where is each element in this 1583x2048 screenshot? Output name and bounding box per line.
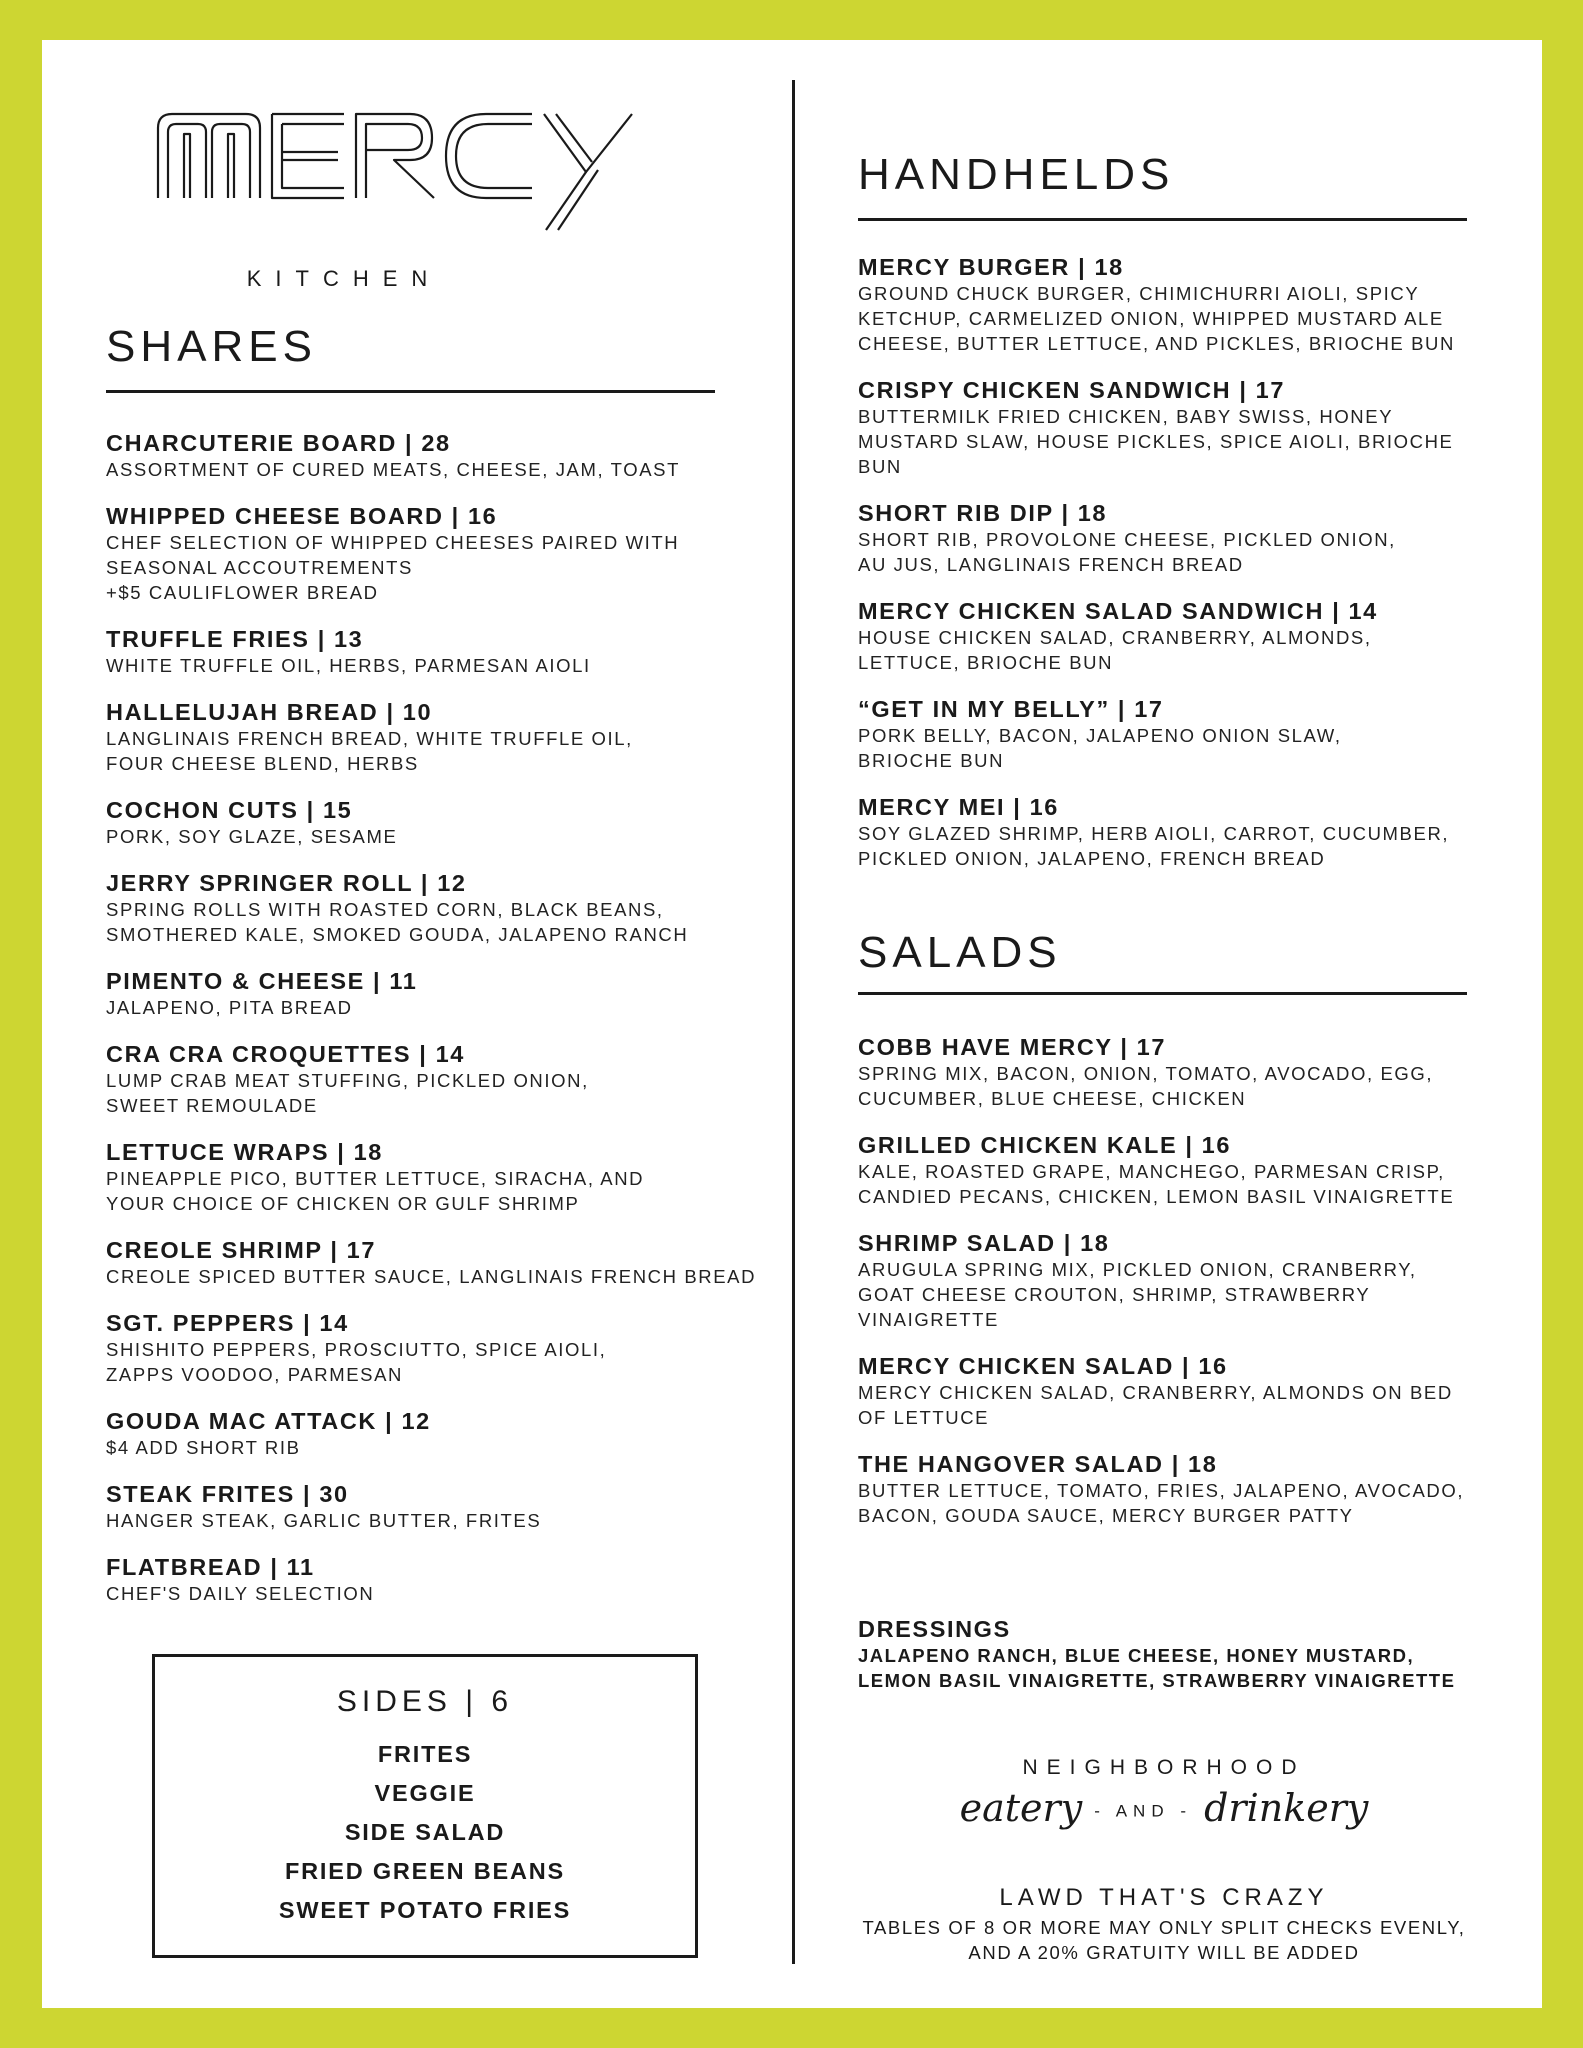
side-item: FRIED GREEN BEANS [285, 1858, 565, 1884]
menu-item-description: SHISHITO PEPPERS, PROSCIUTTO, SPICE AIOLI, ZAPPS VOODOO, PARMESAN [106, 1339, 607, 1385]
tagline-drinkery: drinkery [1204, 1786, 1369, 1830]
side-item: FRITES [377, 1741, 473, 1767]
menu-item [106, 968, 786, 1020]
menu-item [858, 1132, 1518, 1209]
menu-item-name: THE HANGOVER SALAD | 18 [858, 1451, 1218, 1477]
menu-item-description: LANGLINAIS FRENCH BREAD, WHITE TRUFFLE OIL, FOUR CHEESE BLEND, HERBS [106, 728, 633, 774]
salads-rule [858, 992, 1467, 995]
menu-item-description: SPRING MIX, BACON, ONION, TOMATO, AVOCADO, EGG, CUCUMBER, BLUE CHEESE, CHICKEN [858, 1063, 1434, 1109]
menu-item-name: JERRY SPRINGER ROLL | 12 [106, 870, 467, 896]
menu-item-description: CHEF SELECTION OF WHIPPED CHEESES PAIRED WITH SEASONAL ACCOUTREMENTS +$5 CAULIFLOWER BREAD [106, 532, 680, 603]
menu-item [106, 1554, 786, 1606]
menu-item-description: SPRING ROLLS WITH ROASTED CORN, BLACK BEANS, SMOTHERED KALE, SMOKED GOUDA, JALAPENO RANCH [106, 899, 689, 945]
menu-item [106, 626, 786, 678]
menu-item-description: PORK, SOY GLAZE, SESAME [106, 826, 398, 847]
salads-heading: SALADS [858, 928, 1062, 977]
side-item: SIDE SALAD [344, 1819, 506, 1845]
menu-item-name: MERCY MEI | 16 [858, 794, 1059, 820]
menu-item [858, 1034, 1518, 1111]
menu-item-name: MERCY BURGER | 18 [858, 254, 1124, 280]
sides-heading: SIDES | 6 [336, 1685, 514, 1718]
shares-list [106, 430, 786, 1627]
menu-item [106, 503, 786, 605]
menu-item-name: GRILLED CHICKEN KALE | 16 [858, 1132, 1231, 1158]
menu-item-description: KALE, ROASTED GRAPE, MANCHEGO, PARMESAN CRISP, CANDIED PECANS, CHICKEN, LEMON BASIL VINAIGRETTE [858, 1161, 1455, 1207]
menu-item-description: SOY GLAZED SHRIMP, HERB AIOLI, CARROT, CUCUMBER, PICKLED ONION, JALAPENO, FRENCH BREAD [858, 823, 1450, 869]
menu-item-name: WHIPPED CHEESE BOARD | 16 [106, 503, 498, 529]
menu-item [858, 500, 1518, 577]
handhelds-heading: HANDHELDS [858, 150, 1175, 199]
menu-item-name: SGT. PEPPERS | 14 [106, 1310, 349, 1336]
menu-item-description: WHITE TRUFFLE OIL, HERBS, PARMESAN AIOLI [106, 655, 591, 676]
menu-item [858, 598, 1518, 675]
menu-item [106, 1481, 786, 1533]
menu-item-name: SHRIMP SALAD | 18 [858, 1230, 1110, 1256]
menu-item [106, 870, 786, 947]
menu-item-description: CHEF'S DAILY SELECTION [106, 1583, 375, 1604]
tagline-and: - AND - [1094, 1801, 1192, 1821]
menu-item [106, 1041, 786, 1118]
menu-item-description: SHORT RIB, PROVOLONE CHEESE, PICKLED ONION, AU JUS, LANGLINAIS FRENCH BREAD [858, 529, 1396, 575]
gratuity-policy: TABLES OF 8 OR MORE MAY ONLY SPLIT CHECKS EVENLY, AND A 20% GRATUITY WILL BE ADDED [862, 1917, 1466, 1963]
handhelds-list [858, 254, 1518, 892]
menu-item-name: CHARCUTERIE BOARD | 28 [106, 430, 451, 456]
menu-item-name: MERCY CHICKEN SALAD | 16 [858, 1353, 1228, 1379]
menu-item [106, 430, 786, 482]
menu-item-description: HOUSE CHICKEN SALAD, CRANBERRY, ALMONDS, LETTUCE, BRIOCHE BUN [858, 627, 1372, 673]
shares-heading: SHARES [106, 322, 317, 371]
menu-item-name: LETTUCE WRAPS | 18 [106, 1139, 383, 1165]
menu-item-description: MERCY CHICKEN SALAD, CRANBERRY, ALMONDS ON BED OF LETTUCE [858, 1382, 1453, 1428]
dressings-list: JALAPENO RANCH, BLUE CHEESE, HONEY MUSTARD, LEMON BASIL VINAIGRETTE, STRAWBERRY VINAIGRETTE [858, 1645, 1456, 1691]
side-item: VEGGIE [374, 1780, 476, 1806]
menu-item [106, 1237, 786, 1289]
menu-item-name: CREOLE SHRIMP | 17 [106, 1237, 376, 1263]
dressings-block [858, 1616, 1455, 1693]
dressings-heading: DRESSINGS [858, 1616, 1011, 1642]
menu-item [858, 254, 1518, 356]
menu-item-description: PORK BELLY, BACON, JALAPENO ONION SLAW, BRIOCHE BUN [858, 725, 1342, 771]
footer-title: LAWD THAT'S CRAZY [999, 1884, 1329, 1911]
menu-item-name: “GET IN MY BELLY” | 17 [858, 696, 1164, 722]
menu-item-name: CRA CRA CROQUETTES | 14 [106, 1041, 465, 1067]
mercy-logo-mark [154, 106, 654, 256]
menu-item-description: BUTTER LETTUCE, TOMATO, FRIES, JALAPENO, AVOCADO, BACON, GOUDA SAUCE, MERCY BURGER PATTY [858, 1480, 1465, 1526]
menu-item-description: CREOLE SPICED BUTTER SAUCE, LANGLINAIS FRENCH BREAD [106, 1266, 757, 1287]
handhelds-rule [858, 218, 1467, 221]
menu-item [858, 1353, 1518, 1430]
menu-item [858, 377, 1518, 479]
menu-item [106, 797, 786, 849]
menu-item-description: BUTTERMILK FRIED CHICKEN, BABY SWISS, HONEY MUSTARD SLAW, HOUSE PICKLES, SPICE AIOLI, BRIOCHE BUN [858, 406, 1454, 477]
menu-item-description: LUMP CRAB MEAT STUFFING, PICKLED ONION, SWEET REMOULADE [106, 1070, 589, 1116]
column-divider [792, 80, 795, 1964]
menu-item [106, 1310, 786, 1387]
menu-item [858, 1230, 1518, 1332]
menu-item-name: STEAK FRITES | 30 [106, 1481, 349, 1507]
menu-item [858, 696, 1518, 773]
menu-sheet [42, 40, 1542, 2008]
menu-item-name: COBB HAVE MERCY | 17 [858, 1034, 1167, 1060]
menu-item [106, 1139, 786, 1216]
sides-list [155, 1735, 695, 1930]
menu-item [858, 1451, 1518, 1528]
menu-item [858, 794, 1518, 871]
menu-item-name: HALLELUJAH BREAD | 10 [106, 699, 433, 725]
menu-item [106, 1408, 786, 1460]
mercy-logo [154, 106, 674, 306]
menu-item-description: $4 ADD SHORT RIB [106, 1437, 301, 1458]
menu-item-description: HANGER STEAK, GARLIC BUTTER, FRITES [106, 1510, 542, 1531]
sides-box [152, 1654, 698, 1958]
menu-item-description: ARUGULA SPRING MIX, PICKLED ONION, CRANBERRY, GOAT CHEESE CROUTON, SHRIMP, STRAWBERRY VINAIGRETTE [858, 1259, 1417, 1330]
menu-item-description: JALAPENO, PITA BREAD [106, 997, 353, 1018]
menu-item-description: ASSORTMENT OF CURED MEATS, CHEESE, JAM, TOAST [106, 459, 680, 480]
menu-item-name: COCHON CUTS | 15 [106, 797, 353, 823]
menu-item-name: CRISPY CHICKEN SANDWICH | 17 [858, 377, 1285, 403]
shares-rule [106, 390, 715, 393]
menu-item-name: GOUDA MAC ATTACK | 12 [106, 1408, 431, 1434]
tagline-script [858, 1786, 1470, 1830]
menu-item-name: FLATBREAD | 11 [106, 1554, 315, 1580]
tagline-neighborhood: NEIGHBORHOOD [1022, 1756, 1306, 1779]
menu-item-name: SHORT RIB DIP | 18 [858, 500, 1108, 526]
menu-item-name: MERCY CHICKEN SALAD SANDWICH | 14 [858, 598, 1378, 624]
tagline-eatery: eatery [959, 1786, 1083, 1830]
side-item: SWEET POTATO FRIES [278, 1897, 572, 1923]
menu-item-description: PINEAPPLE PICO, BUTTER LETTUCE, SIRACHA, AND YOUR CHOICE OF CHICKEN OR GULF SHRIMP [106, 1168, 645, 1214]
menu-item [106, 699, 786, 776]
menu-item-name: TRUFFLE FRIES | 13 [106, 626, 364, 652]
logo-subtitle: KITCHEN [246, 266, 442, 291]
menu-item-description: GROUND CHUCK BURGER, CHIMICHURRI AIOLI, SPICY KETCHUP, CARMELIZED ONION, WHIPPED MUSTARD ALE CHEESE, BUTTER LETTUCE, AND PICKLES, BRIOCHE BUN [858, 283, 1455, 354]
menu-item-name: PIMENTO & CHEESE | 11 [106, 968, 418, 994]
salads-list [858, 1034, 1518, 1549]
